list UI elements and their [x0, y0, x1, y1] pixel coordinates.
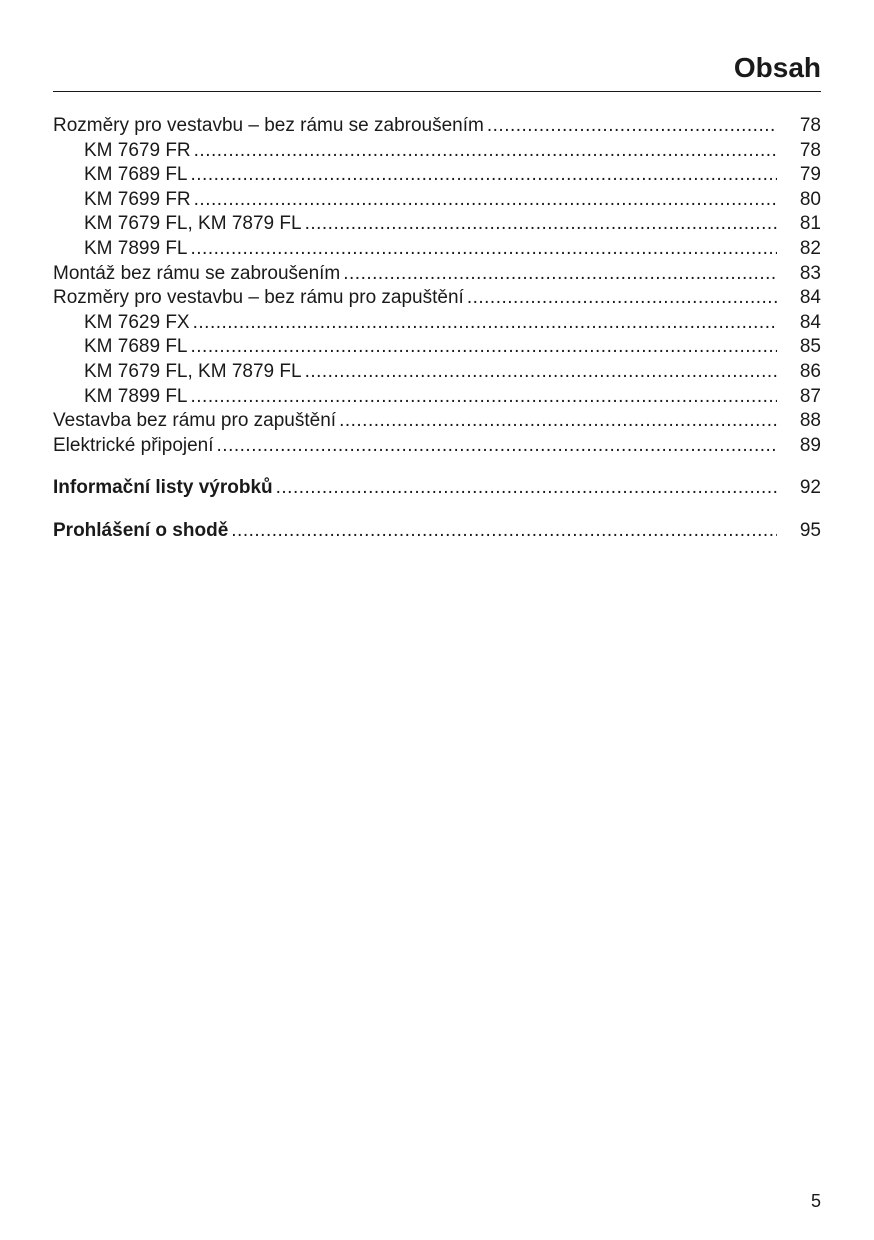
toc-entry-label: Rozměry pro vestavbu – bez rámu pro zapuštění [53, 287, 464, 309]
toc-entry-page: 86 [799, 360, 821, 382]
toc-entry-page: 78 [799, 115, 821, 136]
toc-entry[interactable] [53, 476, 821, 501]
toc-entry-page: 95 [799, 519, 821, 541]
toc-entry-label: Vestavba bez rámu pro zapuštění [53, 410, 337, 432]
toc-entry[interactable] [53, 114, 821, 139]
toc-entry-label: Elektrické připojení [53, 434, 214, 456]
toc-entry-label: Prohlášení o shodě [53, 519, 229, 541]
toc-dot-leader [305, 360, 777, 385]
toc-entry[interactable] [53, 262, 821, 287]
toc-dot-leader [467, 286, 777, 311]
toc-entry-page: 84 [799, 311, 821, 333]
toc-entry[interactable] [53, 434, 821, 459]
toc-entry-label: KM 7679 FR [84, 139, 191, 161]
toc-entry[interactable] [53, 385, 821, 410]
toc-entry[interactable] [53, 409, 821, 434]
toc-entry[interactable] [53, 237, 821, 262]
toc-entry-page: 79 [799, 164, 821, 186]
toc-entry-page: 92 [799, 477, 821, 499]
toc-entry[interactable] [53, 519, 821, 544]
toc-dot-leader [191, 237, 778, 262]
toc-entry-label: KM 7699 FR [84, 188, 191, 210]
toc-entry[interactable] [53, 212, 821, 237]
toc-entry-page: 85 [799, 336, 821, 358]
toc-entry-label: KM 7899 FL [84, 385, 188, 407]
page-number: 5 [810, 1191, 821, 1211]
table-of-contents [53, 114, 821, 544]
toc-entry-page: 82 [799, 237, 821, 259]
toc-entry-page: 84 [799, 287, 821, 309]
toc-entry-label: Montáž bez rámu se zabroušením [53, 262, 341, 284]
toc-entry-page: 80 [799, 188, 821, 210]
toc-dot-leader [191, 335, 778, 360]
toc-dot-leader [276, 476, 777, 501]
toc-entry-label: KM 7679 FL, KM 7879 FL [84, 360, 302, 382]
toc-dot-leader [194, 139, 777, 164]
toc-dot-leader [231, 519, 777, 544]
toc-dot-leader [191, 163, 778, 188]
toc-entry[interactable] [53, 286, 821, 311]
toc-entry-page: 83 [799, 262, 821, 284]
toc-dot-leader [191, 385, 778, 410]
toc-dot-leader [343, 262, 777, 287]
toc-entry-page: 87 [799, 385, 821, 407]
toc-dot-leader [217, 434, 777, 459]
toc-entry[interactable] [53, 311, 821, 336]
toc-dot-leader [305, 212, 777, 237]
toc-entry-page: 88 [799, 410, 821, 432]
title-divider [53, 91, 821, 92]
toc-entry-label: Rozměry pro vestavbu – bez rámu se zabroušením [53, 115, 484, 136]
toc-entry-label: KM 7689 FL [84, 164, 188, 186]
page-title: Obsah [733, 52, 821, 83]
toc-dot-leader [193, 311, 777, 336]
toc-dot-leader [194, 188, 777, 213]
toc-entry[interactable] [53, 188, 821, 213]
toc-entry-page: 78 [799, 139, 821, 161]
toc-entry-page: 81 [799, 213, 821, 235]
toc-dot-leader [339, 409, 777, 434]
toc-dot-leader [487, 114, 777, 139]
toc-entry-label: KM 7629 FX [84, 311, 190, 333]
toc-entry-page: 89 [799, 434, 821, 456]
toc-entry[interactable] [53, 163, 821, 188]
toc-entry-label: KM 7679 FL, KM 7879 FL [84, 213, 302, 235]
toc-entry-label: KM 7689 FL [84, 336, 188, 358]
toc-entry[interactable] [53, 360, 821, 385]
toc-entry-label: KM 7899 FL [84, 237, 188, 259]
toc-entry[interactable] [53, 139, 821, 164]
toc-entry-label: Informační listy výrobků [53, 477, 273, 499]
toc-entry[interactable] [53, 335, 821, 360]
